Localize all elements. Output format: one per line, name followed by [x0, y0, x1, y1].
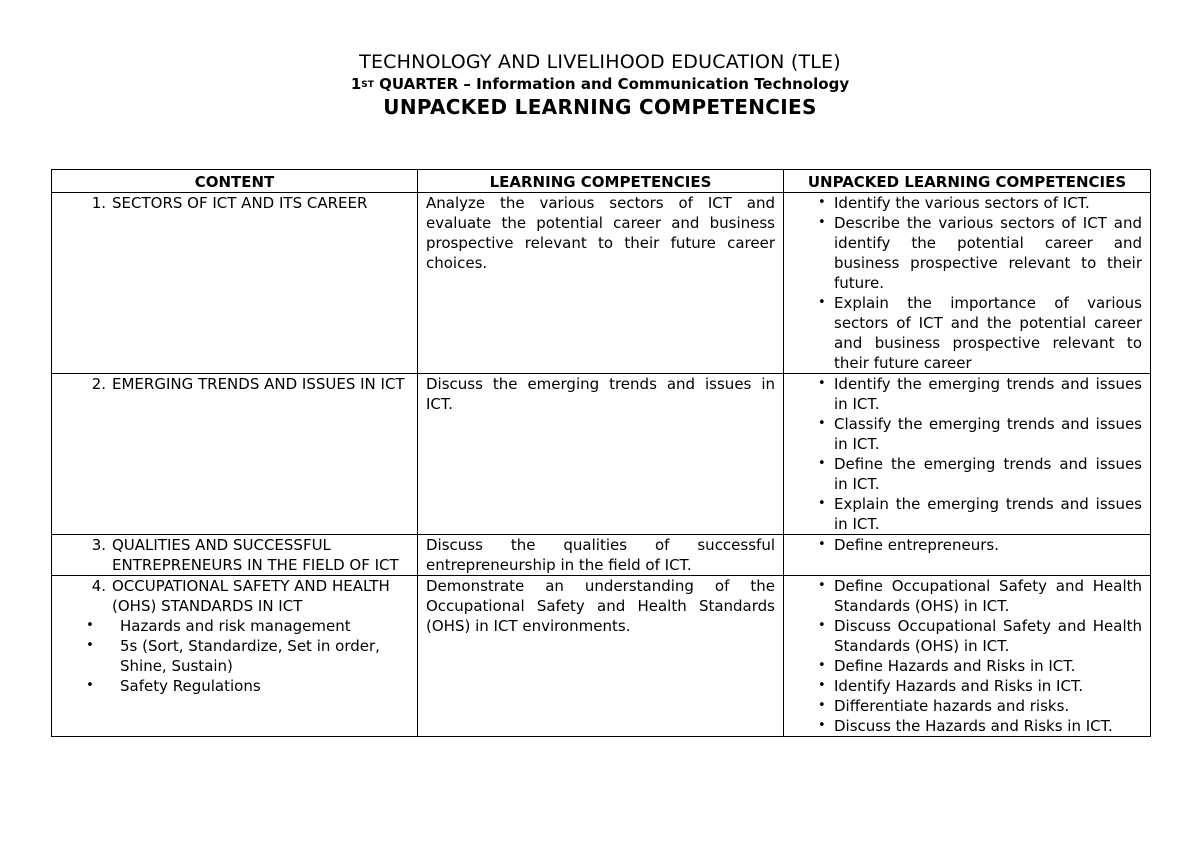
content-text: QUALITIES AND SUCCESSFUL ENTREPRENEURS IN THE FIELD OF ICT [112, 536, 399, 574]
list-item: Define the emerging trends and issues in ICT. [834, 455, 1142, 493]
list-item: Discuss Occupational Safety and Health Standards (OHS) in ICT. [834, 617, 1142, 655]
list-item: Discuss the Hazards and Risks in ICT. [834, 717, 1113, 735]
content-subitem: Safety Regulations [120, 677, 261, 695]
competency-cell: Discuss the qualities of successful entrepreneurship in the field of ICT. [418, 535, 784, 576]
quarter-superscript: ST [361, 80, 374, 90]
table-row [52, 374, 1151, 535]
bullet-icon: • [818, 195, 826, 210]
competency-cell: Analyze the various sectors of ICT and evaluate the potential career and business prospective relevant to their future career choices. [418, 193, 784, 374]
bullet-icon: • [86, 678, 94, 693]
bullet-icon: • [818, 416, 826, 431]
list-item: Identify the various sectors of ICT. [834, 194, 1090, 212]
bullet-icon: • [818, 618, 826, 633]
bullet-icon: • [818, 295, 826, 310]
bullet-icon: • [818, 537, 826, 552]
content-cell [52, 576, 418, 737]
row-number: 3. [91, 536, 106, 554]
content-text: EMERGING TRENDS AND ISSUES IN ICT [112, 375, 405, 393]
document-title: TECHNOLOGY AND LIVELIHOOD EDUCATION (TLE) [359, 51, 841, 73]
bullet-icon: • [818, 698, 826, 713]
table-row [52, 535, 1151, 576]
list-item: Describe the various sectors of ICT and identify the potential career and business prospective relevant to their future. [834, 214, 1142, 292]
list-item: Define Hazards and Risks in ICT. [834, 657, 1076, 675]
content-text: OCCUPATIONAL SAFETY AND HEALTH (OHS) STANDARDS IN ICT [112, 577, 390, 615]
competency-cell: Demonstrate an understanding of the Occupational Safety and Health Standards (OHS) in ICT environments. [418, 576, 784, 737]
quarter-number: 1 [350, 75, 362, 93]
list-item: Identify the emerging trends and issues in ICT. [834, 375, 1142, 413]
bullet-icon: • [818, 496, 826, 511]
content-cell [52, 374, 418, 535]
content-cell [52, 535, 418, 576]
bullet-icon: • [818, 215, 826, 230]
table-row [52, 193, 1151, 374]
content-cell [52, 193, 418, 374]
bullet-icon: • [818, 376, 826, 391]
bullet-icon: • [818, 456, 826, 471]
list-item: Explain the emerging trends and issues in ICT. [834, 495, 1142, 533]
row-number: 2. [91, 375, 106, 393]
quarter-text: QUARTER – Information and Communication Technology [373, 75, 850, 93]
list-item: Define Occupational Safety and Health Standards (OHS) in ICT. [834, 577, 1142, 615]
content-subitem: 5s (Sort, Standardize, Set in order, Shine, Sustain) [120, 637, 380, 675]
document-subtitle: UNPACKED LEARNING COMPETENCIES [383, 95, 817, 119]
unpacked-cell [784, 576, 1151, 737]
competency-cell: Discuss the emerging trends and issues in ICT. [418, 374, 784, 535]
quarter-line [0, 74, 1200, 94]
bullet-icon: • [86, 618, 94, 633]
table-row [52, 576, 1151, 737]
bullet-icon: • [818, 578, 826, 593]
row-number: 1. [91, 194, 106, 212]
row-number: 4. [91, 577, 106, 595]
header-unpacked-competencies: UNPACKED LEARNING COMPETENCIES [784, 170, 1151, 193]
list-item: Differentiate hazards and risks. [834, 697, 1070, 715]
document-header [0, 50, 1200, 120]
unpacked-cell [784, 374, 1151, 535]
unpacked-cell [784, 535, 1151, 576]
list-item: Classify the emerging trends and issues in ICT. [834, 415, 1142, 453]
bullet-icon: • [818, 678, 826, 693]
header-learning-competencies: LEARNING COMPETENCIES [418, 170, 784, 193]
content-subitem: Hazards and risk management [120, 617, 351, 635]
competencies-table [51, 169, 1151, 737]
content-text: SECTORS OF ICT AND ITS CAREER [112, 194, 368, 212]
bullet-icon: • [818, 658, 826, 673]
table-header-row [52, 170, 1151, 193]
bullet-icon: • [86, 638, 94, 653]
list-item: Identify Hazards and Risks in ICT. [834, 677, 1084, 695]
list-item: Explain the importance of various sectors of ICT and the potential career and business prospective relevant to their future career [834, 294, 1142, 372]
list-item: Define entrepreneurs. [834, 536, 999, 554]
unpacked-cell [784, 193, 1151, 374]
bullet-icon: • [818, 718, 826, 733]
header-content: CONTENT [52, 170, 418, 193]
